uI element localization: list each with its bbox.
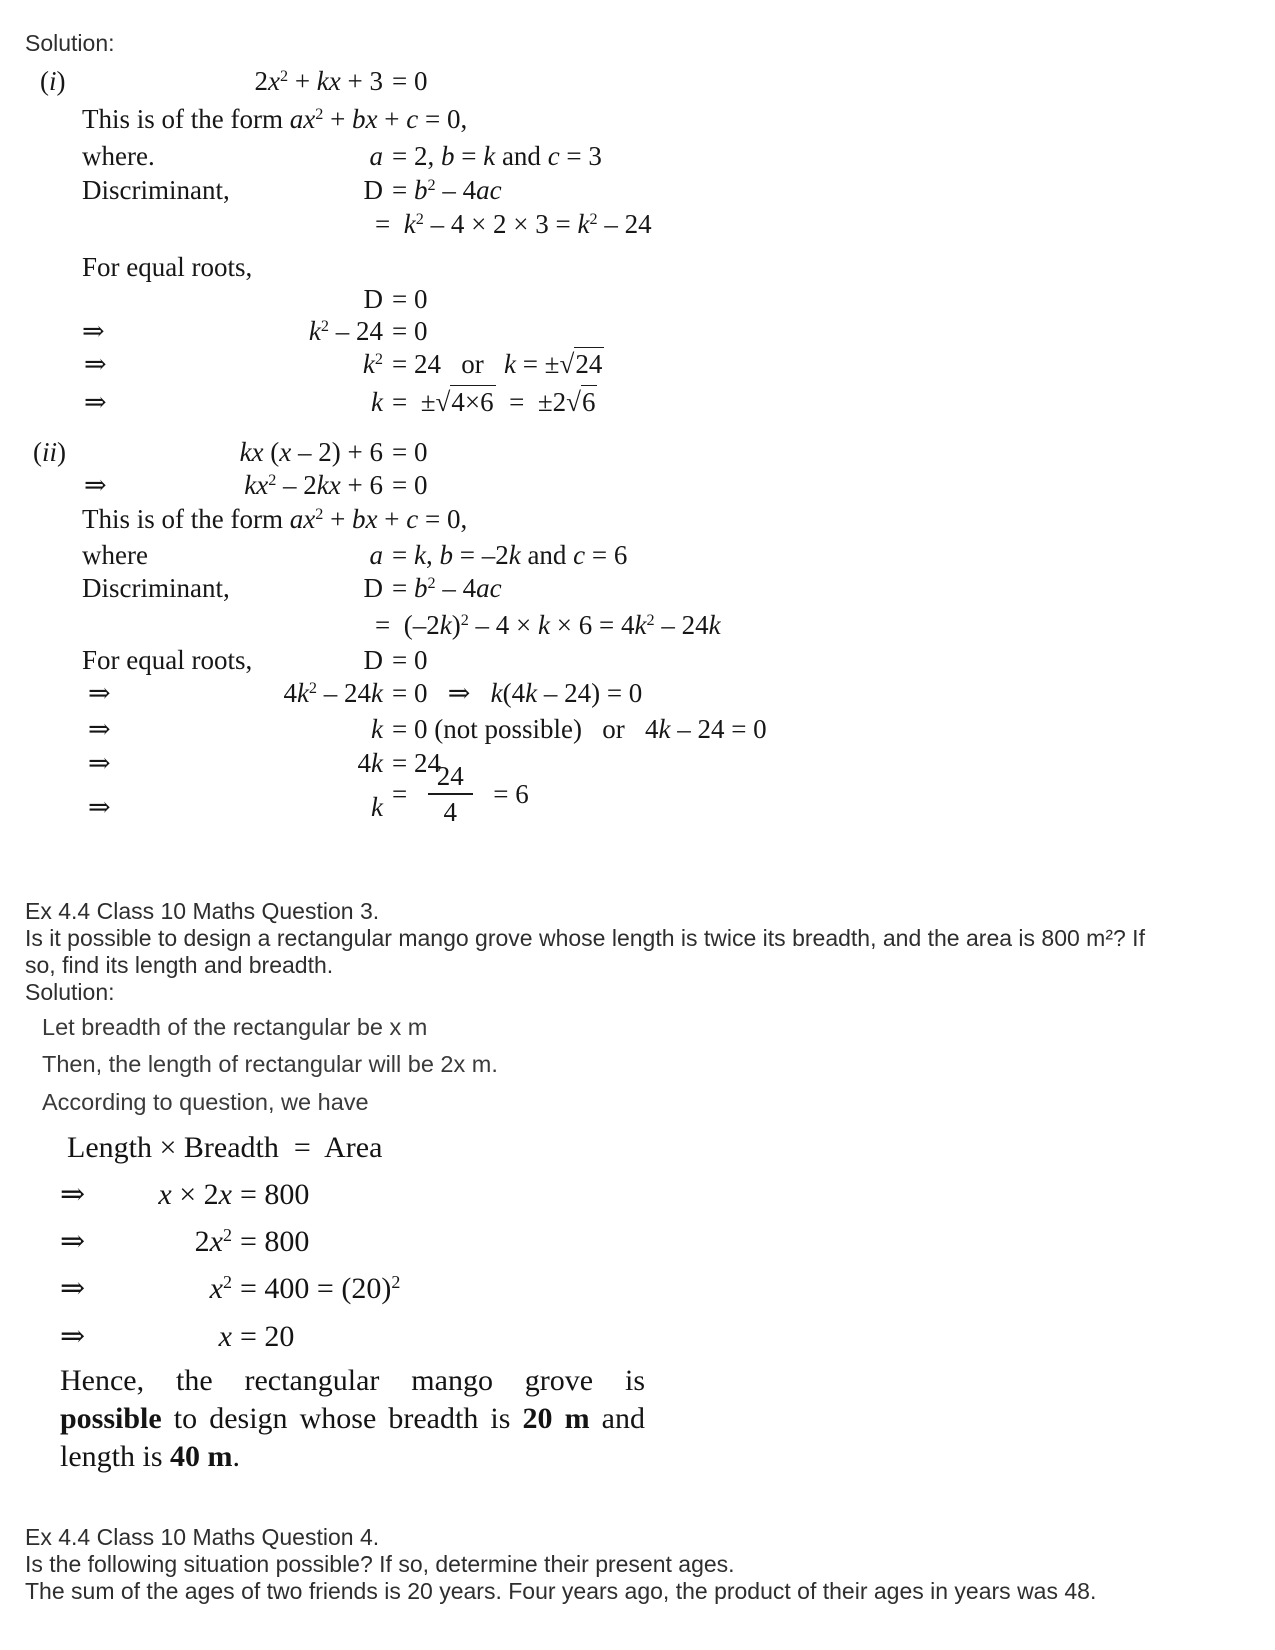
question-3-text-line-2: so, find its length and breadth. bbox=[25, 952, 334, 978]
implies-arrow: ⇒ bbox=[88, 792, 111, 822]
according-line: According to question, we have bbox=[42, 1089, 369, 1115]
area-formula: Length × Breadth = Area bbox=[67, 1131, 383, 1164]
step-rhs: = 800 bbox=[240, 1225, 310, 1258]
solution-heading-1: Solution: bbox=[25, 30, 115, 56]
conclusion-line-1: Hence, the rectangular mango grove is bbox=[60, 1364, 645, 1397]
question-3-text-line-1: Is it possible to design a rectangular mango grove whose length is twice its breadth, and the area is 800 m²? If bbox=[25, 925, 1145, 951]
where-label: where bbox=[82, 540, 148, 570]
equal-roots-label: For equal roots, bbox=[82, 252, 253, 282]
disc-rhs: = $b^2 - 4ac$ bbox=[392, 573, 502, 603]
step-rhs: = 24 bbox=[392, 748, 441, 778]
step-lhs: x × 2x bbox=[158, 1178, 232, 1211]
disc-expanded: = $k^2 - 4 \times 2 \times 3 = k^2 - 24$ bbox=[375, 209, 652, 239]
coeff-rhs: = 2, b = k and c = 3 bbox=[392, 141, 602, 171]
step-lhs: x bbox=[218, 1320, 232, 1353]
disc-lhs: D bbox=[363, 175, 383, 205]
item-ii-label: (ii) bbox=[33, 437, 67, 467]
step-rhs: = ±√4×6 = ±2√6 bbox=[392, 387, 596, 417]
step-lhs: $4k^2 - 24k$ bbox=[283, 678, 383, 708]
step-lhs: $x^2$ bbox=[209, 1272, 232, 1305]
step-lhs: $kx^2 - 2kx + 6$ bbox=[244, 470, 383, 500]
form-statement-i: This is of the form $ax^2$ + bx + c = 0, bbox=[82, 104, 468, 134]
step-rhs: = 0 ⇒ k(4k – 24) = 0 bbox=[392, 678, 643, 708]
step-lhs: k bbox=[371, 714, 383, 744]
question-3-heading: Ex 4.4 Class 10 Maths Question 3. bbox=[25, 898, 380, 924]
assumption-line-1: Let breadth of the rectangular be x m bbox=[42, 1014, 428, 1040]
eq-i-lhs: $2x^2$ + kx + 3 bbox=[254, 66, 383, 96]
implies-arrow: ⇒ bbox=[88, 714, 111, 744]
step-rhs: = 0 bbox=[392, 470, 428, 500]
disc-expanded: = $(-2k)^2 - 4 \times k \times 6 = 4k^2 - 24k$ bbox=[375, 610, 721, 640]
implies-arrow: ⇒ bbox=[60, 1178, 86, 1211]
step-rhs-fraction: = $\frac{24}{4}$ = 6 bbox=[392, 761, 529, 828]
d-zero-lhs: D bbox=[363, 284, 383, 314]
implies-arrow: ⇒ bbox=[88, 678, 111, 708]
step-rhs: = 0 (not possible) or 4k – 24 = 0 bbox=[392, 714, 767, 744]
step-rhs: = 24 or k = ±√24 bbox=[392, 349, 603, 379]
where-label: where. bbox=[82, 141, 155, 171]
item-i-label: (i) bbox=[40, 66, 66, 96]
implies-arrow: ⇒ bbox=[82, 316, 105, 346]
step-rhs: = $400 = (20)^2$ bbox=[240, 1272, 401, 1305]
eq-ii-rhs: = 0 bbox=[392, 437, 428, 467]
question-4-heading: Ex 4.4 Class 10 Maths Question 4. bbox=[25, 1524, 380, 1550]
eq-i-rhs: = 0 bbox=[392, 66, 428, 96]
step-rhs: = 20 bbox=[240, 1320, 295, 1353]
solution-heading-2: Solution: bbox=[25, 979, 115, 1005]
coeff-lhs: a bbox=[369, 540, 383, 570]
discriminant-label: Discriminant, bbox=[82, 573, 230, 603]
implies-arrow: ⇒ bbox=[60, 1225, 86, 1258]
d-zero-rhs: = 0 bbox=[392, 645, 428, 675]
implies-arrow: ⇒ bbox=[84, 470, 107, 500]
step-lhs: k bbox=[371, 792, 383, 822]
conclusion-line-3: length is 40 m. bbox=[60, 1440, 240, 1473]
d-zero-lhs: D bbox=[363, 645, 383, 675]
implies-arrow: ⇒ bbox=[60, 1320, 86, 1353]
equal-roots-label: For equal roots, bbox=[82, 645, 253, 675]
assumption-line-2: Then, the length of rectangular will be 2x m. bbox=[42, 1051, 498, 1077]
step-rhs: = 0 bbox=[392, 316, 428, 346]
implies-arrow: ⇒ bbox=[88, 748, 111, 778]
step-rhs: = 800 bbox=[240, 1178, 310, 1211]
d-zero-rhs: = 0 bbox=[392, 284, 428, 314]
discriminant-label: Discriminant, bbox=[82, 175, 230, 205]
coeff-rhs: = k, b = –2k and c = 6 bbox=[392, 540, 628, 570]
fraction: $\frac{24}{4}$ bbox=[428, 762, 473, 827]
implies-arrow: ⇒ bbox=[60, 1272, 86, 1305]
question-4-text-line-1: Is the following situation possible? If so, determine their present ages. bbox=[25, 1551, 735, 1577]
step-lhs: $k^2$ bbox=[362, 349, 383, 379]
eq-ii-lhs: kx (x – 2) + 6 bbox=[239, 437, 383, 467]
step-lhs: k bbox=[371, 387, 383, 417]
disc-rhs: = $b^2 - 4ac$ bbox=[392, 175, 502, 205]
question-4-text-line-2: The sum of the ages of two friends is 20 years. Four years ago, the product of their ages in years was 48. bbox=[25, 1578, 1097, 1604]
step-lhs: $k^2 - 24$ bbox=[308, 316, 383, 346]
step-lhs: 4k bbox=[357, 748, 383, 778]
form-statement-ii: This is of the form $ax^2$ + bx + c = 0, bbox=[82, 504, 468, 534]
step-lhs: $2x^2$ bbox=[194, 1225, 232, 1258]
implies-arrow: ⇒ bbox=[84, 349, 107, 379]
coeff-lhs: a bbox=[369, 141, 383, 171]
conclusion-line-2: possible to design whose breadth is 20 m and bbox=[60, 1402, 645, 1435]
implies-arrow: ⇒ bbox=[84, 387, 107, 417]
disc-lhs: D bbox=[363, 573, 383, 603]
